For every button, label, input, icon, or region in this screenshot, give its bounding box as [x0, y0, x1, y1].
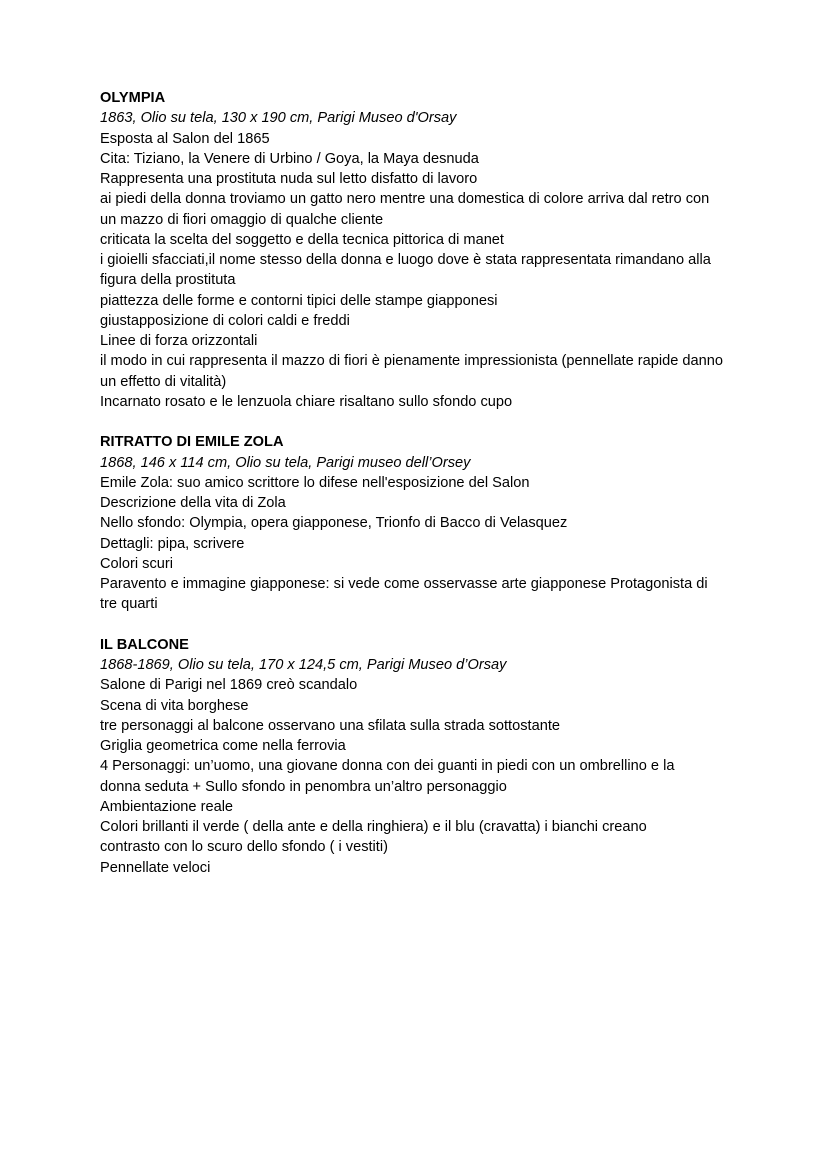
note-line: Scena di vita borghese	[100, 697, 249, 714]
note-line: Colori scuri	[100, 555, 173, 572]
note-line: Nello sfondo: Olympia, opera giapponese, Trionfo di Bacco di Velasquez	[100, 515, 568, 532]
note-line: 4 Personaggi: un’uomo, una giovane donna con dei guanti in piedi con un ombrellino e la donna seduta + Sullo sfondo in penombra un’altro personaggio	[100, 758, 675, 795]
section-emile-zola	[100, 432, 800, 614]
section-olympia	[100, 88, 800, 412]
artwork-details: 1863, Olio su tela, 130 x 190 cm, Parigi Museo d'Orsay	[100, 110, 457, 127]
note-line: Cita: Tiziano, la Venere di Urbino / Goya, la Maya desnuda	[100, 150, 479, 167]
document-page	[100, 88, 800, 878]
note-line: ai piedi della donna troviamo un gatto nero mentre una domestica di colore arriva dal retro con un mazzo di fiori omaggio di qualche cliente	[100, 191, 710, 228]
note-line: piattezza delle forme e contorni tipici delle stampe giapponesi	[100, 292, 498, 309]
note-line: Ambientazione reale	[100, 798, 234, 815]
note-line: Emile Zola: suo amico scrittore lo difese nell'esposizione del Salon	[100, 474, 530, 491]
note-line: giustapposizione di colori caldi e freddi	[100, 312, 350, 329]
section-title: OLYMPIA	[100, 90, 166, 106]
note-line: Descrizione della vita di Zola	[100, 495, 286, 511]
section-title: IL BALCONE	[100, 636, 189, 653]
artwork-details: 1868, 146 x 114 cm, Olio su tela, Parigi museo dell’Orsey	[100, 454, 471, 471]
note-line: tre personaggi al balcone osservano una sfilata sulla strada sottostante	[100, 717, 560, 734]
note-line: il modo in cui rappresenta il mazzo di fiori è pienamente impressionista (pennellate rapide danno un effetto di vitalità)	[100, 353, 724, 390]
note-line: Griglia geometrica come nella ferrovia	[100, 738, 346, 754]
note-line: Rappresenta una prostituta nuda sul letto disfatto di lavoro	[100, 171, 478, 187]
section-il-balcone	[100, 635, 800, 878]
note-line: i gioielli sfacciati,il nome stesso della donna e luogo dove è stata rappresentata rimandano alla figura della prostituta	[100, 252, 711, 289]
note-line: Salone di Parigi nel 1869 creò scandalo	[100, 677, 358, 694]
note-line: Paravento e immagine giapponese: si vede come osservasse arte giapponese Protagonista di tre quarti	[100, 576, 708, 613]
note-line: Dettagli: pipa, scrivere	[100, 535, 245, 552]
note-line: criticata la scelta del soggetto e della tecnica pittorica di manet	[100, 231, 504, 248]
note-line: Incarnato rosato e le lenzuola chiare risaltano sullo sfondo cupo	[100, 393, 513, 410]
note-line: Esposta al Salon del 1865	[100, 130, 270, 147]
note-line: Colori brillanti il verde ( della ante e della ringhiera) e il blu (cravatta) i bianchi creano contrasto con lo scuro dello sfondo ( i vestiti)	[100, 819, 647, 856]
note-line: Pennellate veloci	[100, 859, 211, 876]
artwork-details: 1868-1869, Olio su tela, 170 x 124,5 cm, Parigi Museo d’Orsay	[100, 657, 507, 673]
section-title: RITRATTO DI EMILE ZOLA	[100, 434, 284, 451]
note-line: Linee di forza orizzontali	[100, 333, 258, 349]
